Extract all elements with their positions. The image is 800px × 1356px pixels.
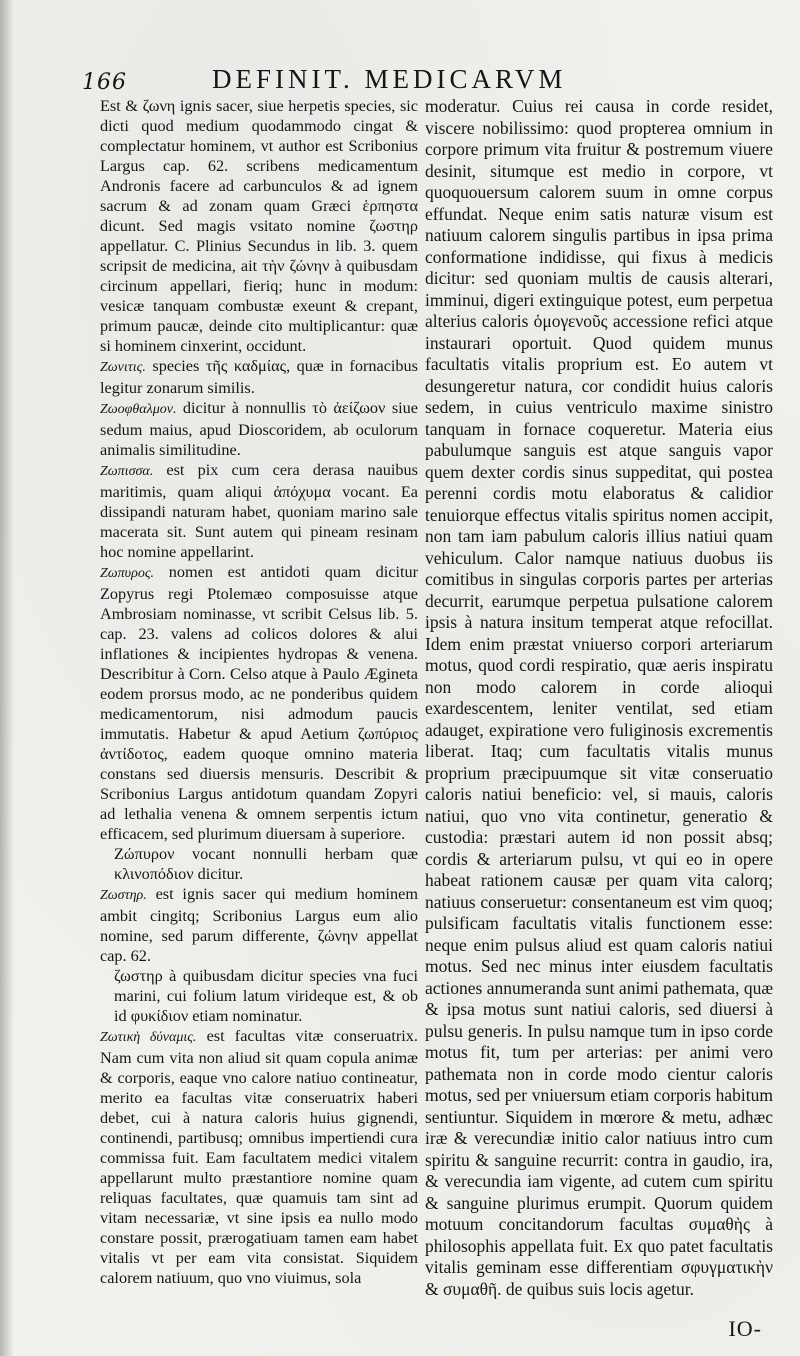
entry-headword: Ζωοφθαλμον.	[100, 402, 177, 417]
page-number: 166	[82, 70, 127, 95]
page-header	[82, 64, 762, 98]
entry-text: est pix cum cera derasa nauibus maritimis, quam aliqui ἀπόχυμα vocant. Ea dissipandi naturam habet, quoniam marino sale macerata sit. Sunt autem qui pineam resinam hoc nomine appellarint.	[100, 461, 418, 561]
entry-headword: Ζωνιτις.	[100, 360, 146, 375]
right-column	[425, 96, 773, 1300]
dictionary-entry	[100, 356, 418, 398]
left-column	[100, 96, 418, 1288]
dictionary-entry	[100, 398, 418, 460]
entry-text: Est & ζωνη ignis sacer, siue herpetis species, sic dicti quod medium quodammodo cingat & complectatur hominem, vt author est Scribonius Largus cap. 62. scribens medicamentum Andronis facere ad carbunculos & ad ignem sacrum & ad zonam quam Græci ἑρπηστα dicunt. Sed magis vsitato nomine ζωστηρ appellatur. C. Plinius Secundus in lib. 3. quem scripsit de medicina, ait τὴν ζώνην à quibusdam circinum appellari, fieriq; hunc in modum: vesicæ tanquam combustæ exeunt & crepant, primum paucæ, deinde cito multiplicantur: quæ si hominem cinxerint, occidunt.	[100, 97, 418, 355]
dictionary-entry	[100, 460, 418, 562]
dictionary-entry	[100, 966, 418, 1026]
dictionary-entry	[100, 844, 418, 884]
running-title: DEFINIT. MEDICARVM	[212, 64, 567, 94]
page-gutter-shadow	[0, 0, 14, 1356]
entry-text: dicitur à nonnullis τὸ ἀείζωον siue sedum maius, apud Dioscoridem, ab oculorum animalis similitudine.	[100, 399, 419, 459]
dictionary-entry	[100, 884, 418, 966]
entry-text: ζωστηρ à quibusdam dicitur species vna fuci marini, cui folium latum virideque est, & ob id φυκίδιον etiam nominatur.	[114, 967, 418, 1025]
dictionary-entry	[425, 96, 773, 1300]
entry-headword: Ζωτικὴ δύναμις.	[100, 1030, 197, 1045]
entry-text: species τῆς καδμίας, quæ in fornacibus legitur zonarum similis.	[100, 357, 419, 397]
entry-text: est facultas vitæ conseruatrix. Nam cum vita non aliud sit quam copula animæ & corporis, eaque vno calore natiuo contineatur, merito ea facultas vitæ conseruatrix haberi debet, cui à natura caloris huius gignendi, continendi, partibusq; omnibus impertiendi cura commissa fuit. Eam facultatem medici vitalem appellarunt multo præstantiore nomine quam reliquas facultates, quæ quamuis tam sint ad vitam necessariæ, vt sine ipsis ea nullo modo constare possit, prærogatiuam tamen eam habet vitalis vt per eam vita consistat. Siquidem calorem natiuum, quo vno viuimus, sola	[100, 1027, 418, 1287]
catchword: IO-	[728, 1316, 762, 1341]
dictionary-entry	[100, 562, 418, 844]
entry-headword: Ζωστηρ.	[100, 888, 147, 903]
dictionary-entry	[100, 1026, 418, 1288]
entry-text: moderatur. Cuius rei causa in corde residet, viscere nobilissimo: quod propterea omnium in corpore primum vita fruitur & postremum viuere desinit, situmque est medio in corpore, vt quoquouersum calorem suum in omne corpus effundat. Neque enim satis naturæ visum est natiuum calorem singulis partibus in ipsa prima conformatione indidisse, qui fixus à medicis dicitur: sed quoniam multis de causis alterari, imminui, digeri extinguique potest, eum perpetua alterius caloris ὁμογενοῦς accessione refici atque instaurari oportuit. Quod quidem munus facultatis vitalis proprium est. Eo autem vt desungeretur natura, cor condidit huius caloris sedem, in cuius ventriculo maxime sinistro tanquam in fornace coqueretur. Materia eius pabulumque sanguis est atque sanguis vapor quem dexter cordis sinus suppeditat, qui postea perenni cordis motu elaboratus & calidior tenuiorque effectus vitalis spiritus nomen accipit, non tam iam pabulum caloris illius natiui quam vehiculum. Calor namque natiuus duobus iis comitibus in singulas corporis partes per arterias decurrit, earumque perpetua pulsatione calorem ipsis à natura insitum temperat atque refocillat. Idem enim præstat vniuerso corpori arteriarum motus, quod cordi respiratio, quæ aeris inspiratu non modo calorem in corde alioqui exardescentem, leniter ventilat, sed etiam adauget, expiratione vero fuliginosis excrementis liberat. Itaq; cum facultatis vitalis munus proprium præcipuumque sit vitæ conseruatio caloris natiui beneficio: vel, si mauis, caloris natiui, quo vno vita continetur, generatio & custodia: præstari autem id non possit absq; cordis & arteriarum pulsu, vt qui eo in opere habeat rationem causæ per quam vita calorq; natiuus conseruetur: consentaneum est vim quoq; pulsificam facultatis vitalis functionem esse: neque enim pulsus aliud est quam caloris natiui motus. Sed nec minus inter eiusdem facultatis actiones annumeranda sunt animi pathemata, quæ & ipsa motus sunt natiui caloris, sed diuersi à pulsu generis. In pulsu namque tum in ipso corde motus fit, tum per arterias: per animi vero pathemata non in corde modo cientur caloris motus, sed per vniuersum etiam corporis habitum sentiuntur. Siquidem in mœrore & metu, adhæc iræ & verecundiæ initio calor natiuus intro cum spiritu & sanguine recurrit: contra in gaudio, ira, & verecundia iam vigente, ad cutem cum spiritu & sanguine plurimus erumpit. Quorum quidem motuum concitandorum facultas συμαθὴς à philosophis appellata fuit. Ex quo patet facultatis vitalis geminam esse differentiam σφυγματικὴν & συμαθῆ. de quibus suis locis agetur.	[425, 96, 773, 1299]
entry-headword: Ζωπυρος.	[100, 566, 155, 581]
entry-headword: Ζωπισσα.	[100, 464, 154, 479]
entry-text: Ζώπυρον vocant nonnulli herbam quæ κλινοπόδιον dicitur.	[114, 845, 418, 883]
entry-text: nomen est antidoti quam dicitur Zopyrus regi Ptolemæo composuisse atque Ambrosiam nominasse, vt scribit Celsus lib. 5. cap. 23. valens ad colicos dolores & alui inflationes & incipientes hydropas & venena. Describitur à Corn. Celso atque à Paulo Æginetа eodem prorsus modo, ac ne ponderibus quidem medicamentorum, nisi admodum paucis immutatis. Habetur & apud Aetium ζωπύριος ἀντίδοτος, eadem quoque omnino materia constans sed diuersis mensuris. Describit & Scribonius Largus antidotum quandam Zopyri ad lethalia venena & omnem serpentis ictum efficacem, sed plurimum diuersam à superiore.	[100, 563, 419, 843]
dictionary-entry	[100, 96, 418, 356]
entry-text: est ignis sacer qui medium hominem ambit cingitq; Scribonius Largus eum alio nomine, sed parum differente, ζώνην appellat cap. 62.	[100, 885, 419, 965]
